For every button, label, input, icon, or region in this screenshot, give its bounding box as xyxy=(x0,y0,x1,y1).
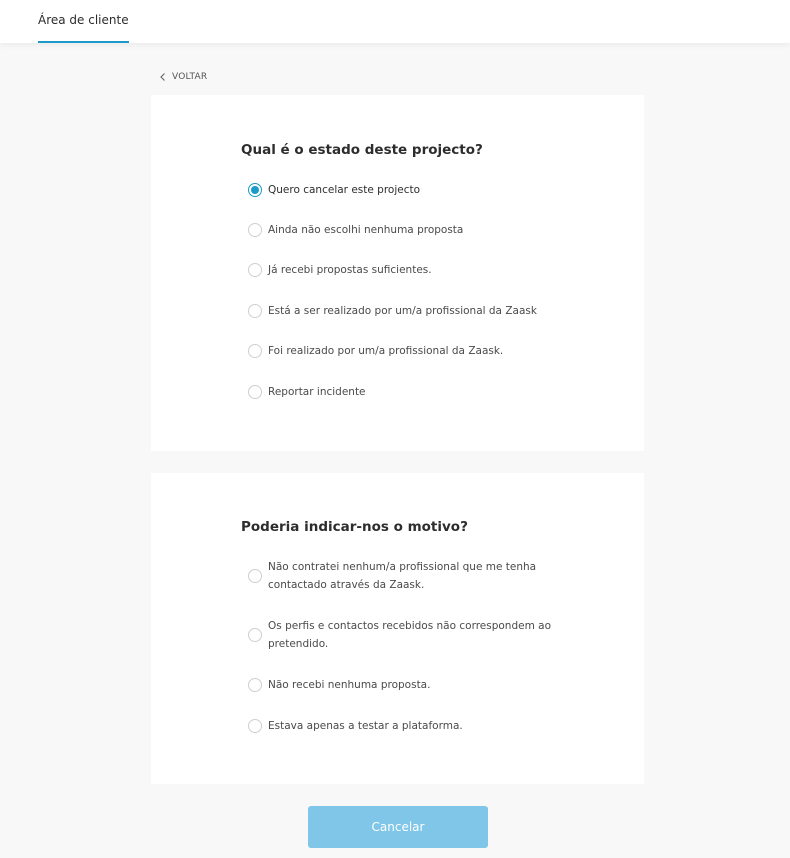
chevron-left-icon xyxy=(158,71,168,83)
status-option-label: Está a ser realizado por um/a profissional da Zaask xyxy=(268,305,537,317)
status-option-in-progress[interactable] xyxy=(248,302,537,320)
radio-button[interactable] xyxy=(248,628,262,642)
reason-option-testing-platform[interactable] xyxy=(248,717,463,735)
radio-button[interactable] xyxy=(248,263,262,277)
reason-option-no-proposal[interactable] xyxy=(248,676,430,694)
radio-button[interactable] xyxy=(248,304,262,318)
status-option-label: Quero cancelar este projecto xyxy=(268,184,421,196)
back-link[interactable] xyxy=(158,70,207,84)
reason-option-label: Estava apenas a testar a plataforma. xyxy=(268,720,463,732)
status-option-report-incident[interactable] xyxy=(248,383,366,401)
tab-client-area-label: Área de cliente xyxy=(38,13,129,27)
status-option-label: Foi realizado por um/a profissional da Zaask. xyxy=(268,345,504,357)
cancel-project-button[interactable]: Cancelar xyxy=(308,806,488,848)
status-option-completed[interactable] xyxy=(248,342,503,360)
cancel-reason-title: Poderia indicar-nos o motivo? xyxy=(241,519,468,535)
radio-button[interactable] xyxy=(248,678,262,692)
reason-option-profiles-mismatch[interactable] xyxy=(248,617,558,653)
radio-button[interactable] xyxy=(248,569,262,583)
radio-button[interactable] xyxy=(248,385,262,399)
cancel-reason-card xyxy=(151,473,644,784)
status-option-label: Reportar incidente xyxy=(268,386,366,398)
radio-button[interactable] xyxy=(248,344,262,358)
tab-client-area[interactable] xyxy=(38,0,129,43)
back-link-label: VOLTAR xyxy=(172,72,208,82)
radio-button-selected[interactable] xyxy=(248,183,262,197)
radio-button[interactable] xyxy=(248,223,262,237)
status-option-label: Ainda não escolhi nenhuma proposta xyxy=(268,224,464,236)
reason-option-label: Os perfis e contactos recebidos não correspondem ao pretendido. xyxy=(268,620,552,650)
project-status-title: Qual é o estado deste projecto? xyxy=(241,142,483,158)
status-option-cancel[interactable] xyxy=(248,181,420,199)
status-option-label: Já recebi propostas suficientes. xyxy=(268,264,432,276)
status-option-enough-proposals[interactable] xyxy=(248,261,432,279)
reason-option-no-hire[interactable] xyxy=(248,558,558,594)
project-status-card xyxy=(151,95,644,451)
status-option-no-proposal-chosen[interactable] xyxy=(248,221,463,239)
reason-option-label: Não recebi nenhuma proposta. xyxy=(268,679,431,691)
radio-button[interactable] xyxy=(248,719,262,733)
top-navigation-bar xyxy=(0,0,790,43)
reason-option-label: Não contratei nenhum/a profissional que me tenha contactado através da Zaask. xyxy=(268,561,537,591)
